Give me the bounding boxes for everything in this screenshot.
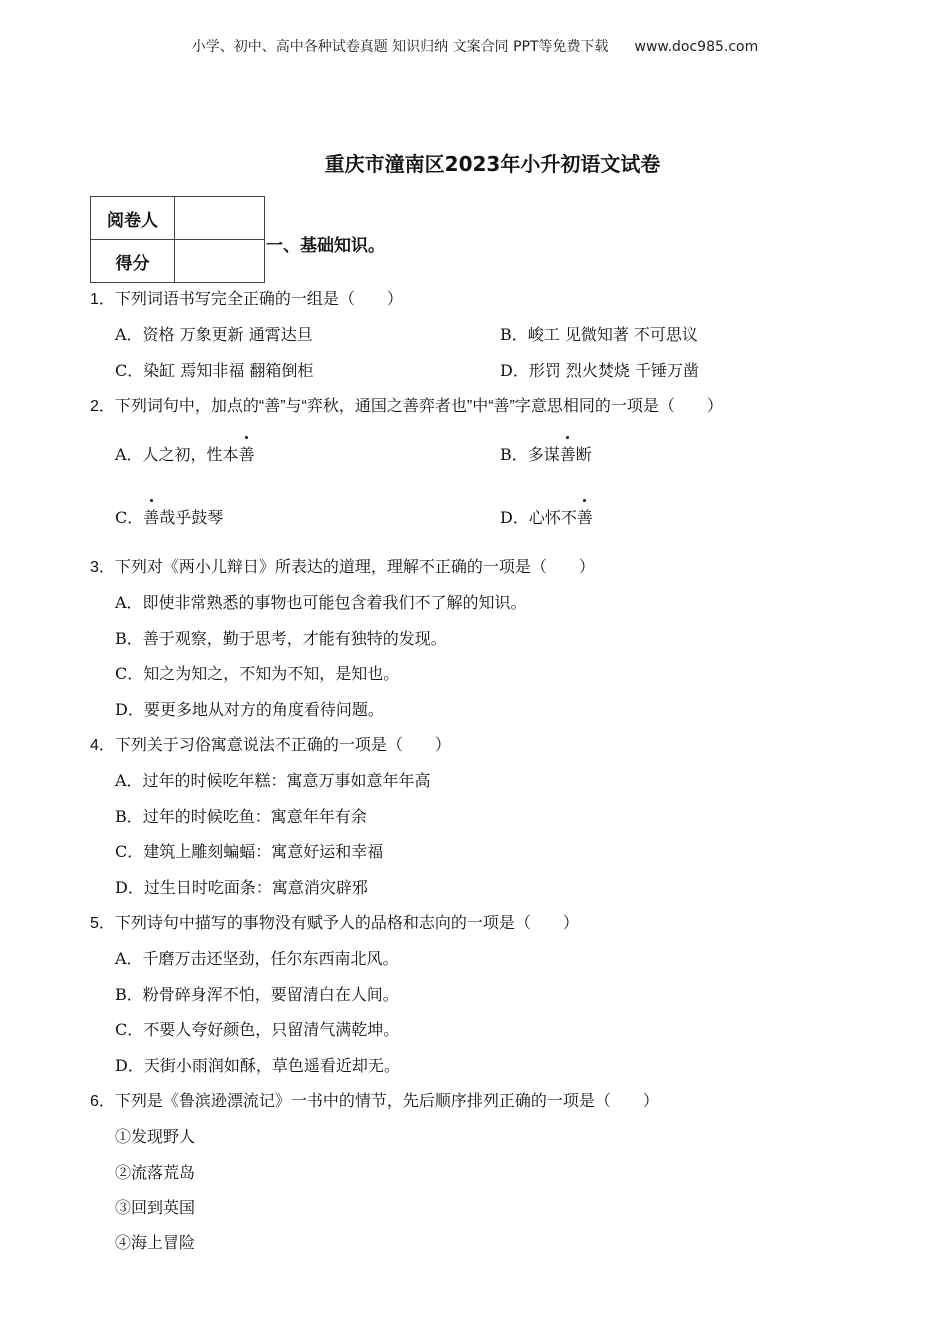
q2-option-b xyxy=(500,442,592,465)
section-heading: 一、基础知识。 xyxy=(266,236,385,256)
q3-option-d: D．要更多地从对方的角度看待问题。 xyxy=(115,700,384,719)
q6-item-4: ④海上冒险 xyxy=(115,1233,196,1252)
header-tagline: 小学、初中、高中各种试卷真题 知识归纳 文案合同 PPT等免费下载 xyxy=(191,39,609,55)
q5-option-c: C．不要人夸好颜色，只留清气满乾坤。 xyxy=(115,1020,400,1039)
exam-title: 重庆市潼南区2023年小升初语文试卷 xyxy=(324,152,661,176)
header-site-link[interactable]: www.doc985.com xyxy=(634,39,759,55)
q1-option-c: C．染缸 焉知非福 翻箱倒柜 xyxy=(115,361,314,380)
q6-item-1: ①发现野人 xyxy=(115,1127,196,1146)
q2-a-text: A．人之初，性本 xyxy=(115,445,239,464)
q5-option-d: D．天街小雨润如酥，草色遥看近却无。 xyxy=(115,1056,400,1075)
question-3-stem: 3．下列对《两小儿辩日》所表达的道理，理解不正确的一项是（ ） xyxy=(90,559,595,576)
score-label: 得分 xyxy=(91,240,175,283)
q2-c-text: C． xyxy=(115,508,144,527)
q4-option-c: C．建筑上雕刻蝙蝠：寓意好运和幸福 xyxy=(115,842,384,861)
q4-option-b: B．过年的时候吃鱼：寓意年年有余 xyxy=(115,807,367,826)
q2-c-dotted-char: 善 xyxy=(143,505,159,528)
q1-option-b: B．峻工 见微知著 不可思议 xyxy=(500,325,698,344)
q2-b-text: B．多谋 xyxy=(500,445,560,464)
q2-option-c xyxy=(115,505,223,528)
question-1-stem: 1．下列词语书写完全正确的一组是（ ） xyxy=(90,291,403,308)
q6-item-3: ③回到英国 xyxy=(115,1198,196,1217)
q3-option-a: A．即使非常熟悉的事物也可能包含着我们不了解的知识。 xyxy=(115,593,527,612)
q4-option-d: D．过生日时吃面条：寓意消灾辟邪 xyxy=(115,878,368,897)
q2-a-dotted-char: 善 xyxy=(239,442,255,465)
q2-d-dotted-char: 善 xyxy=(577,505,593,528)
q2-b-tail: 断 xyxy=(575,445,592,464)
q2-c-tail: 哉乎鼓琴 xyxy=(159,508,224,527)
q1-option-a: A．资格 万象更新 通霄达旦 xyxy=(115,325,313,344)
q6-item-2: ②流落荒岛 xyxy=(115,1163,196,1182)
q2-d-text: D．心怀不 xyxy=(500,508,577,527)
q2-b-dotted-char: 善 xyxy=(560,442,576,465)
score-blank-cell xyxy=(175,240,265,283)
q4-option-a: A．过年的时候吃年糕：寓意万事如意年年高 xyxy=(115,771,431,790)
question-2-stem: 2．下列词句中，加点的“善”与“弈秋，通国之善弈者也”中“善”字意思相同的一项是（ ） xyxy=(90,398,723,415)
grader-blank-cell xyxy=(175,197,265,240)
question-4-stem: 4．下列关于习俗寓意说法不正确的一项是（ ） xyxy=(90,737,451,754)
q5-option-a: A．千磨万击还坚劲，任尔东西南北风。 xyxy=(115,949,399,968)
q5-option-b: B．粉骨碎身浑不怕，要留清白在人间。 xyxy=(115,985,399,1004)
q2-option-d xyxy=(500,505,593,528)
grader-score-table xyxy=(90,196,265,283)
q1-option-d: D．形罚 烈火焚烧 千锤万凿 xyxy=(500,361,700,380)
q3-option-b: B．善于观察，勤于思考，才能有独特的发现。 xyxy=(115,629,447,648)
q3-option-c: C．知之为知之，不知为不知，是知也。 xyxy=(115,664,400,683)
question-6-stem: 6．下列是《鲁滨逊漂流记》一书中的情节，先后顺序排列正确的一项是（ ） xyxy=(90,1093,659,1110)
q2-option-a xyxy=(115,442,255,465)
grader-label: 阅卷人 xyxy=(91,197,175,240)
page-header xyxy=(0,36,950,56)
question-5-stem: 5．下列诗句中描写的事物没有赋予人的品格和志向的一项是（ ） xyxy=(90,915,579,932)
